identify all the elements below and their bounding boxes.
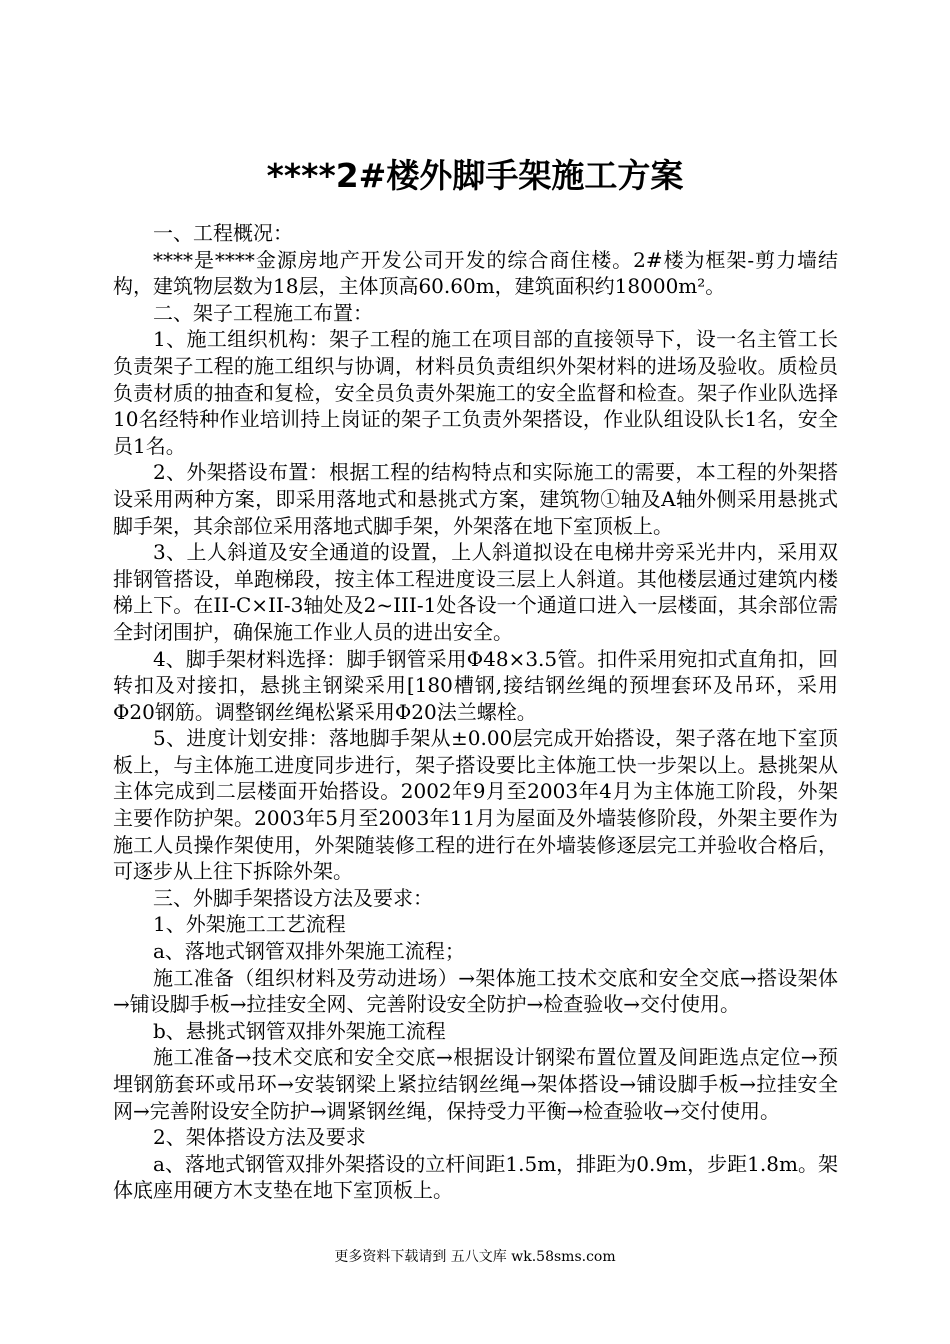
paragraph: a、落地式钢管双排外架搭设的立杆间距1.5m，排距为0.9m，步距1.8m。架体底座用硬方木支垫在地下室顶板上。: [113, 1151, 838, 1203]
paragraph: 5、进度计划安排：落地脚手架从±0.00层完成开始搭设，架子落在地下室顶板上，与主体施工进度同步进行，架子搭设要比主体施工快一步架以上。悬挑架从主体完成到二层楼面开始搭设。2002年9月至2003年4月为主体施工阶段，外架主要作防护架。2003年5月至2003年11月为屋面及外墙装修阶段，外架主要作为施工人员操作架使用，外架随装修工程的进行在外墙装修逐层完工并验收合格后，可逐步从上往下拆除外架。: [113, 726, 838, 884]
paragraph: 施工准备→技术交底和安全交底→根据设计钢梁布置位置及间距选点定位→预埋钢筋套环或吊环→安装钢梁上紧拉结钢丝绳→架体搭设→铺设脚手板→拉挂安全网→完善附设安全防护→调紧钢丝绳，保持受力平衡→检查验收→交付使用。: [113, 1045, 838, 1123]
subheading: b、悬挑式钢管双排外架施工流程: [153, 1018, 446, 1043]
subheading: a、落地式钢管双排外架施工流程；: [153, 939, 465, 964]
document-body: [113, 220, 838, 1204]
section-heading-methods: 三、外脚手架搭设方法及要求：: [153, 885, 433, 910]
section-heading-overview: 一、工程概况：: [153, 221, 293, 245]
subheading: 2、架体搭设方法及要求: [153, 1125, 366, 1150]
paragraph: 3、上人斜道及安全通道的设置，上人斜道拟设在电梯井旁采光井内，采用双排钢管搭设，单跑梯段，按主体工程进度设三层上人斜道。其他楼层通过建筑内楼梯上下。在II-C×II-3轴处及2~III-1处各设一个通道口进入一层楼面，其余部位需全封闭围护，确保施工作业人员的进出安全。: [113, 540, 838, 644]
subheading: 1、外架施工工艺流程: [153, 912, 346, 937]
page-footer: 更多资料下载请到 五八文库 wk.58sms.com: [334, 1249, 616, 1265]
section-heading-layout: 二、架子工程施工布置：: [153, 300, 373, 325]
paragraph: 2、外架搭设布置：根据工程的结构特点和实际施工的需要，本工程的外架搭设采用两种方案，即采用落地式和悬挑式方案，建筑物①轴及A轴外侧采用悬挑式脚手架，其余部位采用落地式脚手架，外架落在地下室顶板上。: [113, 460, 838, 538]
page-title: ****2#楼外脚手架施工方案: [266, 156, 684, 195]
paragraph: 4、脚手架材料选择：脚手钢管采用Φ48×3.5管。扣件采用宛扣式直角扣，回转扣及对接扣，悬挑主钢梁采用[180槽钢,接结钢丝绳的预埋套环及吊环，采用Φ20钢筋。调整钢丝绳松紧采用Φ20法兰螺栓。: [113, 646, 838, 724]
paragraph: 1、施工组织机构：架子工程的施工在项目部的直接领导下，设一名主管工长负责架子工程的施工组织与协调，材料员负责组织外架材料的进场及验收。质检员负责材质的抽查和复检，安全员负责外架施工的安全监督和检查。架子作业队选择10名经特种作业培训持上岗证的架子工负责外架搭设，作业队组设队长1名，安全员1名。: [113, 327, 838, 458]
paragraph: ****是****金源房地产开发公司开发的综合商住楼。2#楼为框架-剪力墙结构，建筑物层数为18层，主体顶高60.60m，建筑面积约18000m²。: [113, 247, 838, 299]
paragraph: 施工准备（组织材料及劳动进场）→架体施工技术交底和安全交底→搭设架体→铺设脚手板→拉挂安全网、完善附设安全防护→检查验收→交付使用。: [113, 965, 838, 1017]
